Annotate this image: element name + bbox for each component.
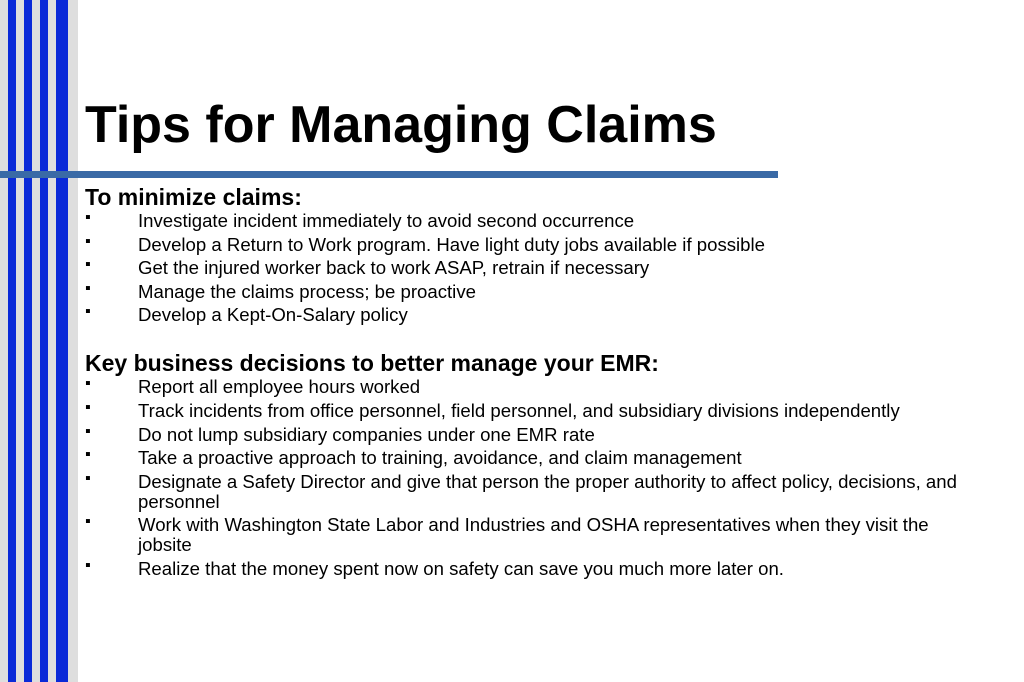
list-item [85,377,985,397]
stripe-blue [40,0,48,682]
square-bullet-icon: ▪ [85,256,91,274]
square-bullet-icon: ▪ [85,422,91,440]
stripe-gray [48,0,56,682]
section-heading-key-decisions: Key business decisions to better manage your EMR: [85,350,659,377]
list-item [85,398,985,421]
square-bullet-icon: ▪ [85,279,91,297]
square-bullet-icon: ▪ [85,469,91,487]
list-item [85,469,985,512]
square-bullet-icon: ▪ [85,556,91,574]
list-item-text: Manage the claims process; be proactive [138,280,476,302]
list-item [85,422,985,445]
stripe-gray [16,0,24,682]
list-item [85,211,985,231]
minimize-claims-list [85,211,985,325]
list-item-text: Take a proactive approach to training, avoidance, and claim management [138,447,742,469]
list-item-text: Get the injured worker back to work ASAP, retrain if necessary [138,257,650,279]
list-item [85,305,985,325]
list-item [85,279,985,302]
stripe-blue [56,0,68,682]
list-item-text: Track incidents from office personnel, field personnel, and subsidiary divisions independently [138,399,900,421]
decorative-stripes [0,0,78,682]
key-decisions-list [85,377,985,579]
square-bullet-icon: ▪ [85,232,91,250]
square-bullet-icon: ▪ [85,513,91,531]
square-bullet-icon: ▪ [85,303,91,321]
list-item-text: Designate a Safety Director and give that person the proper authority to affect policy, decisions, and personnel [138,470,957,512]
stripe-blue [8,0,16,682]
square-bullet-icon: ▪ [85,209,91,226]
list-item-text: Develop a Kept-On-Salary policy [138,304,408,326]
stripe-gray [68,0,78,682]
square-bullet-icon: ▪ [85,446,91,464]
square-bullet-icon: ▪ [85,398,91,416]
stripe-blue [24,0,32,682]
section-heading-minimize-claims: To minimize claims: [85,184,302,210]
list-item [85,258,985,278]
list-item [85,515,985,555]
title-underline [0,171,778,178]
list-item-text: Realize that the money spent now on safety can save you much more later on. [138,557,784,579]
list-item [85,556,985,579]
stripe-gray [32,0,40,682]
slide-content [85,183,985,583]
list-item [85,232,985,255]
square-bullet-icon: ▪ [85,375,91,393]
list-item-text: Work with Washington State Labor and Industries and OSHA representatives when they visit the jobsite [138,514,929,556]
list-item-text: Investigate incident immediately to avoid second occurrence [138,210,635,231]
list-item [85,448,985,468]
list-item-text: Do not lump subsidiary companies under one EMR rate [138,423,595,445]
list-item-text: Report all employee hours worked [138,376,421,398]
list-item-text: Develop a Return to Work program. Have light duty jobs available if possible [138,233,765,255]
stripe-gray [0,0,8,682]
slide-title: Tips for Managing Claims [85,96,717,154]
